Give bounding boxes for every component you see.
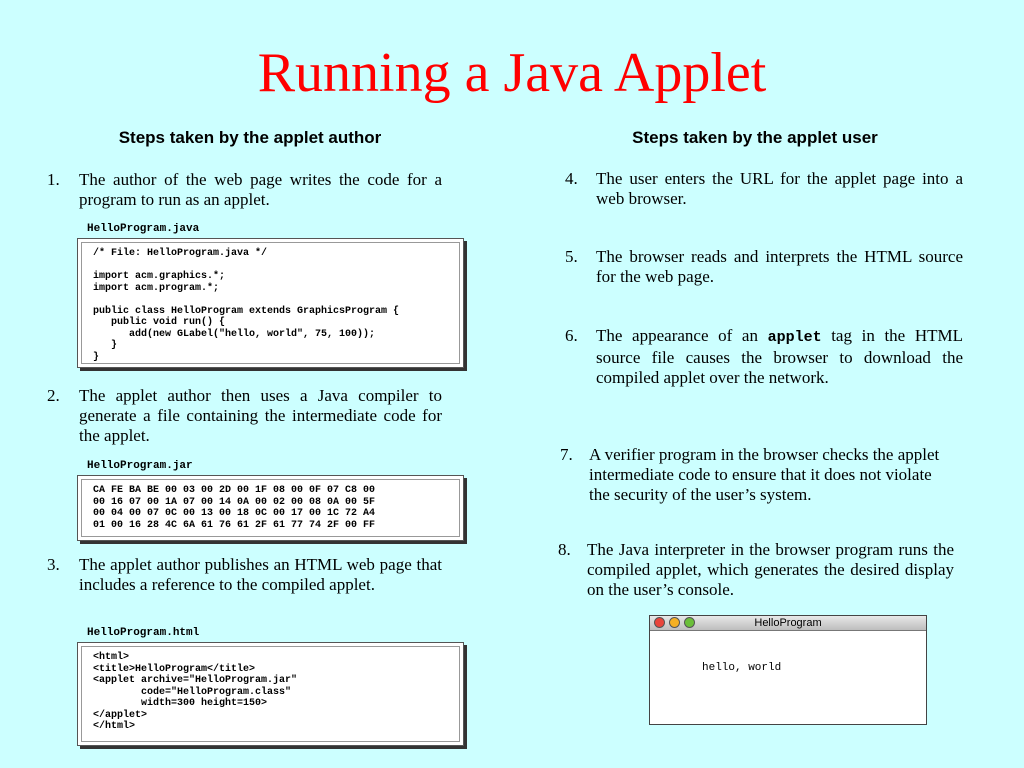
jar-file-label: HelloProgram.jar xyxy=(87,460,193,472)
window-titlebar[interactable] xyxy=(650,616,926,631)
jar-code-box xyxy=(77,475,464,541)
step-number: 4. xyxy=(565,169,578,188)
step-number: 3. xyxy=(47,555,60,574)
slide-title: Running a Java Applet xyxy=(257,42,767,104)
user-step-6 xyxy=(565,326,963,408)
step-number: 6. xyxy=(565,326,578,345)
author-step-1 xyxy=(47,170,442,212)
author-step-2 xyxy=(47,386,442,448)
step-number: 5. xyxy=(565,247,578,266)
user-step-7 xyxy=(560,445,956,507)
step-text: The appearance of an applet tag in the HTML source file causes the browser to download the compiled applet over the network. xyxy=(596,326,963,387)
step-text: A verifier program in the browser checks the applet intermediate code to ensure that it does not violate the security of the user’s system. xyxy=(589,445,940,504)
java-code-box xyxy=(77,238,464,368)
java-code: /* File: HelloProgram.java */ import acm.graphics.*; import acm.program.*; public class HelloProgram extends GraphicsProgram { public void run() { add(new GLabel("hello, world", 75, 100)); } } xyxy=(93,248,400,363)
java-file-label: HelloProgram.java xyxy=(87,223,200,235)
step-number: 8. xyxy=(558,540,571,559)
user-step-5 xyxy=(565,247,963,289)
user-step-4 xyxy=(565,169,963,211)
jar-code: CA FE BA BE 00 03 00 2D 00 1F 08 00 0F 07 C8 00 00 16 07 00 1A 07 00 14 0A 00 02 00 08 0A 00 5F 00 04 00 07 0C 00 13 00 18 0C 00 17 00 1C 72 A4 01 00 16 28 4C 6A 61 76 61 2F 61 77 74 2F 00 FF xyxy=(93,485,376,531)
step-text: The user enters the URL for the applet page into a web browser. xyxy=(596,169,963,208)
step-number: 7. xyxy=(560,445,573,464)
html-code-box xyxy=(77,642,464,746)
step-number: 1. xyxy=(47,170,60,189)
author-column-heading: Steps taken by the applet author xyxy=(118,128,382,147)
html-file-label: HelloProgram.html xyxy=(87,627,200,639)
user-column-heading: Steps taken by the applet user xyxy=(632,128,878,147)
author-step-3 xyxy=(47,555,442,617)
applet-output-label: hello, world xyxy=(702,662,782,674)
step-text: The Java interpreter in the browser program runs the compiled applet, which generates the desired display on the user’s console. xyxy=(587,540,954,599)
window-title: HelloProgram xyxy=(754,617,822,629)
step-text: The applet author then uses a Java compiler to generate a file containing the intermediate code for the applet. xyxy=(79,386,442,445)
step-text: The author of the web page writes the code for a program to run as an applet. xyxy=(79,170,442,209)
html-code: <html> <title>HelloProgram</title> <applet archive="HelloProgram.jar" code="HelloProgram.class" width=300 height=150> </applet> </html> xyxy=(93,652,298,732)
user-step-8 xyxy=(558,540,954,602)
step-number: 2. xyxy=(47,386,60,405)
step-text: The applet author publishes an HTML web page that includes a reference to the compiled applet. xyxy=(79,555,442,594)
applet-keyword: applet xyxy=(767,329,822,346)
step-text: The browser reads and interprets the HTML source for the web page. xyxy=(596,247,963,286)
applet-window xyxy=(649,615,927,725)
